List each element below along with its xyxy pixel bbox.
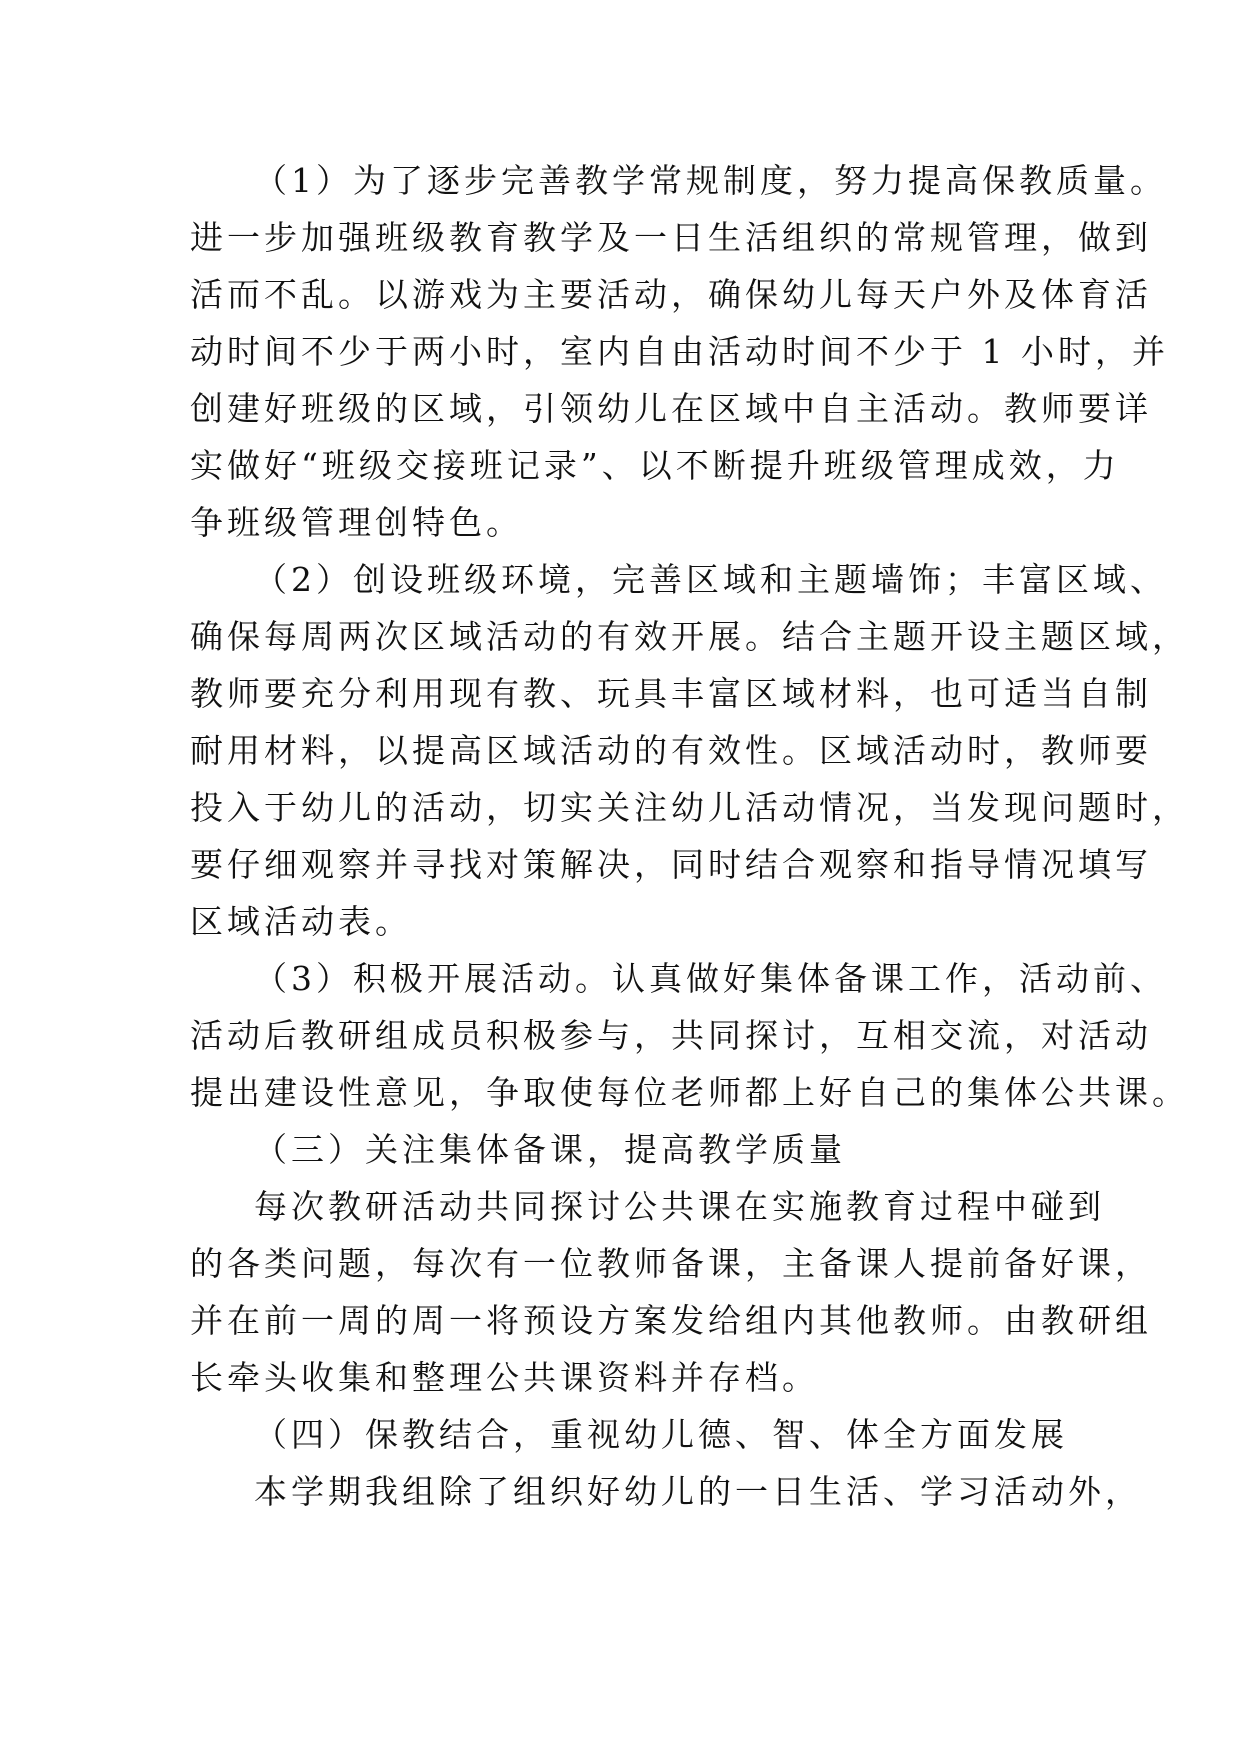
paragraph-3-line-3: 提出建设性意见，争取使每位老师都上好自己的集体公共课。 bbox=[190, 1073, 1189, 1112]
paragraph-3-line-2: 活动后教研组成员积极参与，共同探讨，互相交流，对活动 bbox=[190, 1016, 1152, 1055]
paragraph-4-line-4: 长牵头收集和整理公共课资料并存档。 bbox=[190, 1358, 819, 1397]
paragraph-2-line-6: 要仔细观察并寻找对策解决，同时结合观察和指导情况填写 bbox=[190, 845, 1152, 884]
section-heading-3: （三）关注集体备课，提高教学质量 bbox=[254, 1130, 846, 1169]
paragraph-2-line-7: 区域活动表。 bbox=[190, 902, 412, 941]
paragraph-4-line-3: 并在前一周的周一将预设方案发给组内其他教师。由教研组 bbox=[190, 1301, 1152, 1340]
paragraph-2-line-2: 确保每周两次区域活动的有效开展。结合主题开设主题区域， bbox=[190, 617, 1189, 656]
paragraph-2-line-5: 投入于幼儿的活动，切实关注幼儿活动情况，当发现问题时， bbox=[190, 788, 1189, 827]
section-heading-4: （四）保教结合，重视幼儿德、智、体全方面发展 bbox=[254, 1415, 1068, 1454]
paragraph-1-line-1: （1）为了逐步完善教学常规制度，努力提高保教质量。 bbox=[254, 161, 1167, 200]
paragraph-1-line-5: 创建好班级的区域，引领幼儿在区域中自主活动。教师要详 bbox=[190, 389, 1152, 428]
paragraph-3-line-1: （3）积极开展活动。认真做好集体备课工作，活动前、 bbox=[254, 959, 1167, 998]
paragraph-5-line-1: 本学期我组除了组织好幼儿的一日生活、学习活动外， bbox=[254, 1472, 1142, 1511]
paragraph-1-line-6: 实做好“班级交接班记录”、以不断提升班级管理成效，力 bbox=[190, 446, 1120, 485]
paragraph-1-line-7: 争班级管理创特色。 bbox=[190, 503, 523, 542]
paragraph-1-line-4: 动时间不少于两小时，室内自由活动时间不少于 1 小时，并 bbox=[190, 332, 1169, 371]
paragraph-2-line-4: 耐用材料，以提高区域活动的有效性。区域活动时，教师要 bbox=[190, 731, 1152, 770]
paragraph-1-line-2: 进一步加强班级教育教学及一日生活组织的常规管理，做到 bbox=[190, 218, 1152, 257]
paragraph-4-line-2: 的各类问题，每次有一位教师备课，主备课人提前备好课， bbox=[190, 1244, 1152, 1283]
paragraph-1-line-3: 活而不乱。以游戏为主要活动，确保幼儿每天户外及体育活 bbox=[190, 275, 1152, 314]
paragraph-4-line-1: 每次教研活动共同探讨公共课在实施教育过程中碰到 bbox=[254, 1187, 1105, 1226]
paragraph-2-line-1: （2）创设班级环境，完善区域和主题墙饰；丰富区域、 bbox=[254, 560, 1167, 599]
paragraph-2-line-3: 教师要充分利用现有教、玩具丰富区域材料，也可适当自制 bbox=[190, 674, 1152, 713]
